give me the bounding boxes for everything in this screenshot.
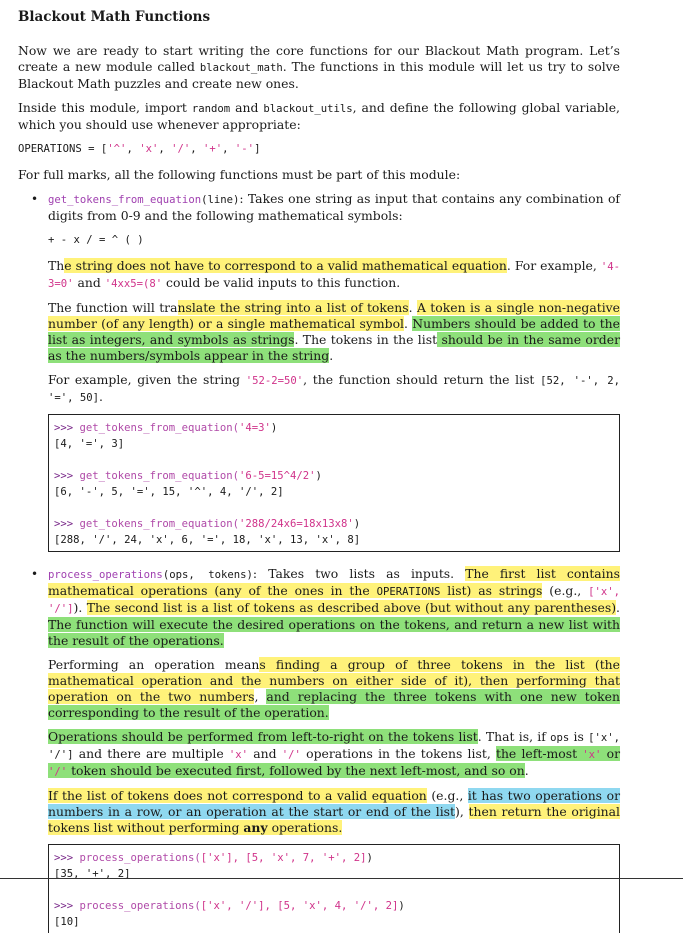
example-string: '4-3=0': [48, 261, 620, 290]
code-input-line: [54, 516, 614, 532]
code-example-box: [48, 414, 620, 552]
intro-paragraph-2: [18, 100, 620, 133]
bold-text: any: [243, 820, 268, 835]
function-item-get-tokens: [18, 191, 620, 552]
text: or: [601, 746, 621, 761]
code-example: [54, 420, 614, 452]
highlight-yellow: If the list of tokens does not correspond to a valid equation: [48, 788, 427, 803]
prompt: >>>: [54, 900, 80, 912]
text: .: [329, 348, 334, 363]
close-paren: ): [366, 852, 373, 864]
text: and: [248, 746, 282, 761]
argument: ['x'], [5, 'x', 7, '+', 2]: [200, 852, 367, 864]
function-signature: (line): [201, 194, 240, 206]
example-list: ['x', '/']: [48, 586, 620, 615]
code-example: [54, 516, 614, 548]
text: For example, given the string: [48, 372, 246, 387]
highlight-green: Operations should be performed from left-to-right on the tokens list: [48, 729, 478, 744]
prompt: >>>: [54, 422, 80, 434]
close-paren: ): [315, 470, 322, 482]
close-paren: ): [353, 518, 361, 530]
function-description: [48, 566, 620, 649]
code-text: ]: [254, 143, 261, 155]
text: list) as strings: [440, 583, 543, 598]
highlight-yellow: nslate the string into a list of tokens: [177, 300, 409, 315]
text: . The tokens in the li: [294, 332, 426, 347]
func1-paragraph-2: [48, 300, 620, 364]
code-example: [54, 468, 614, 500]
call: process_operations(: [79, 900, 201, 912]
text: Now we are ready to start writing the core functions for our Blackout Math program. Let’s create a new module called: [18, 43, 620, 74]
bullet-icon: •: [31, 192, 39, 206]
func1-paragraph-3: [48, 372, 620, 406]
bullet-icon: •: [31, 567, 39, 581]
close-paren: ): [270, 422, 278, 434]
code-output-line: [35, '+', 2]: [54, 868, 131, 880]
code-example: [54, 898, 614, 930]
text: The first list contains mathematical operations (any of the ones in the: [48, 566, 620, 598]
text: : Takes one string as input that contains any combination of digits from 0-9 and the following mathematical symbols:: [48, 191, 620, 223]
code: OPERATIONS: [376, 586, 441, 598]
prompt: >>>: [54, 470, 80, 482]
argument: '288/24x6=18x13x8': [238, 518, 354, 530]
document-page: [18, 8, 620, 947]
text: .: [524, 763, 529, 778]
code-input-line: [54, 898, 614, 914]
symbol-list: + - x / = ^ ( ): [48, 234, 144, 246]
prompt: >>>: [54, 518, 80, 530]
prompt: >>>: [54, 852, 80, 864]
text: . The functions in this module will let us try to solve Blackout Math puzzles and create new ones.: [18, 59, 620, 91]
module-name-code: blackout_math: [199, 62, 283, 74]
highlight-blue: it has two operations or numbers in a row, or an operation at the start or end of the list: [48, 788, 620, 819]
text: ),: [455, 804, 469, 819]
code-example-box: [48, 844, 620, 933]
text: .: [408, 300, 417, 315]
highlight-green: Numbers should be added to the list as integers, and symbols as strings: [48, 316, 620, 347]
call: get_tokens_from_equation(: [79, 518, 239, 530]
text: ).: [73, 600, 87, 615]
call: get_tokens_from_equation(: [79, 422, 239, 434]
text: , and define the following global variable, which you should use whenever appropriate:: [18, 100, 620, 132]
function-name: get_tokens_from_equation: [48, 194, 202, 206]
text: .: [99, 389, 103, 404]
highlight-yellow: A token is a single non-negative number (of any length) or a single mathematical symbol: [48, 300, 620, 331]
text: . That is, if: [477, 729, 551, 744]
func2-paragraph-2: [48, 729, 620, 780]
argument: '6-5=15^4/2': [238, 470, 316, 482]
call: get_tokens_from_equation(: [79, 470, 239, 482]
code-input-line: [54, 420, 614, 436]
text: token should be executed first, followed by the next left-most, and so on: [67, 763, 525, 778]
operations-variable: OPERATIONS = ['^', 'x', '/', '+', '-']: [18, 143, 261, 155]
code-output-line: [288, '/', 24, 'x', 6, '=', 18, 'x', 13, 'x', 8]: [54, 534, 361, 546]
code-input-line: [54, 468, 614, 484]
text: could be valid inputs to this function.: [162, 275, 401, 290]
example-string: '4xx5=(8': [104, 278, 163, 290]
highlight-green: The function will execute the desired operations on the tokens, and return a new list with the result of the operations.: [48, 617, 620, 648]
text: and: [73, 275, 105, 290]
code-text: OPERATIONS = [: [18, 143, 108, 155]
import-utils-code: blackout_utils: [263, 103, 353, 115]
section-title: Blackout Math Functions: [18, 9, 211, 25]
text: the left-most: [495, 746, 583, 761]
text: ,: [254, 689, 267, 704]
op-string: '/': [171, 143, 191, 155]
func2-paragraph-3: [48, 788, 620, 836]
close-paren: ): [398, 900, 405, 912]
op-string: 'x': [139, 143, 159, 155]
highlight-yellow: s finding a group of three tokens in the list (the mathematical operation and the numbers on either side of it), then performing that operation on the two numbers: [48, 657, 620, 704]
argument: '4=3': [238, 422, 271, 434]
text: st: [425, 332, 438, 347]
text: .: [616, 600, 620, 615]
argument: ['x', '/'], [5, 'x', 4, '/', 2]: [200, 900, 399, 912]
text: Inside this module, import: [18, 100, 192, 115]
example-string: '/': [48, 766, 68, 778]
text: then return the original tokens list without performing: [48, 804, 620, 835]
text: Th: [48, 258, 65, 273]
text: operations.: [267, 820, 343, 835]
function-list: [18, 191, 620, 933]
text: operations in the tokens list,: [300, 746, 496, 761]
op-string: '+': [203, 143, 223, 155]
code-output-line: [4, '=', 3]: [54, 438, 125, 450]
example-string: '/': [281, 749, 301, 761]
intro-paragraph-1: [18, 43, 620, 92]
highlight-yellow: e string does not have to correspond to a valid mathematical equation: [64, 258, 507, 273]
call: process_operations(: [79, 852, 201, 864]
function-signature: (ops, tokens): [162, 569, 253, 581]
intro-paragraph-3: For full marks, all the following functions must be part of this module:: [18, 167, 461, 182]
op-string: '-': [234, 143, 255, 155]
example-string: 'x': [582, 749, 602, 761]
example-list: ['x', '/']: [48, 732, 620, 761]
highlight-green: should be in the same order as the numbers/symbols appear in the string: [48, 332, 620, 363]
text: , the function should return the list: [303, 372, 541, 387]
example-string: '52-2=50': [245, 375, 304, 387]
code-output-line: [10]: [54, 916, 80, 928]
code-input-line: [54, 850, 614, 866]
text: and: [230, 100, 264, 115]
import-random-code: random: [191, 103, 231, 115]
text: The function will tra: [48, 300, 178, 315]
text: Performing an operation mean: [48, 657, 260, 672]
func2-paragraph-1: [48, 657, 620, 721]
text: . For example,: [506, 258, 601, 273]
function-description: [48, 191, 620, 224]
example-string: 'x': [228, 749, 249, 761]
example-list: [52, '-', 2, '=', 50]: [48, 375, 620, 404]
code-output-line: [6, '-', 5, '=', 15, '^', 4, '/', 2]: [54, 486, 284, 498]
text: is: [569, 729, 589, 744]
text: (e.g.,: [426, 788, 468, 803]
function-name: process_operations: [48, 569, 163, 581]
text: (e.g.,: [542, 583, 589, 598]
text: and there are multiple: [73, 746, 229, 761]
page-bottom-rule: [0, 878, 683, 879]
code: ops: [550, 732, 570, 744]
highlight-yellow: The second list is a list of tokens as described above (but without any parentheses): [86, 600, 617, 615]
highlight-green: and replacing the three tokens with one new token corresponding to the result of the operation.: [48, 689, 620, 720]
op-string: '^': [107, 143, 127, 155]
func1-paragraph-1: [48, 258, 620, 292]
text: : Takes two lists as inputs.: [252, 566, 466, 581]
text: .: [404, 316, 413, 331]
